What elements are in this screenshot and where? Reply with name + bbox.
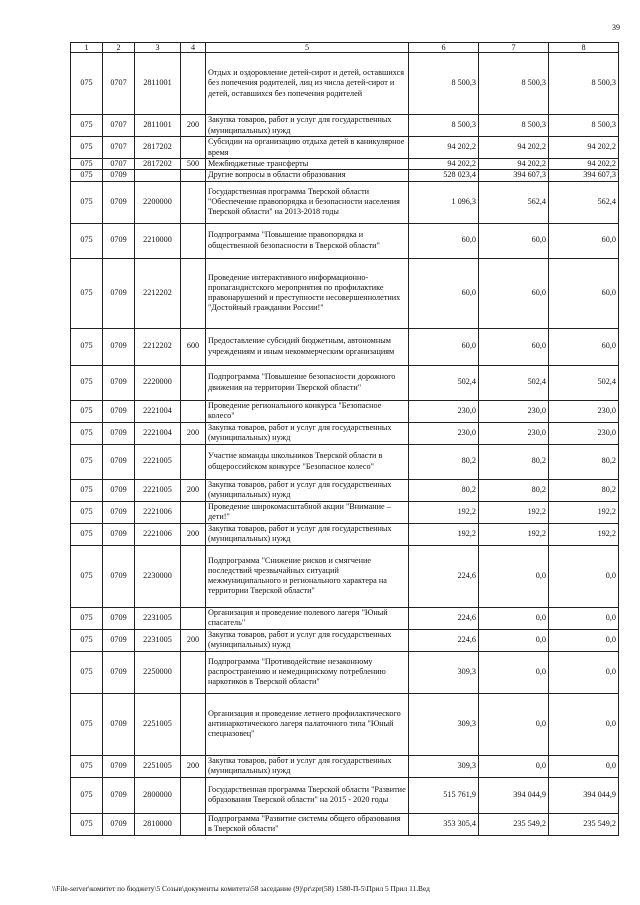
amount-2017-cell: 0,0 — [549, 693, 619, 755]
amount-2017-cell: 0,0 — [549, 651, 619, 693]
amount-2017-cell: 8 500,3 — [549, 115, 619, 137]
amount-2017-cell: 80,2 — [549, 479, 619, 501]
amount-2015-cell: 528 023,4 — [409, 170, 479, 181]
target-article-cell: 2221004 — [135, 400, 181, 422]
target-article-cell: 2231005 — [135, 607, 181, 629]
ministry-code-cell: 075 — [71, 170, 103, 181]
section-code-cell: 0709 — [103, 258, 135, 328]
amount-2017-cell: 562,4 — [549, 181, 619, 223]
table-row — [71, 223, 619, 258]
amount-2015-cell: 94 202,2 — [409, 159, 479, 170]
target-article-cell: 2811001 — [135, 115, 181, 137]
ministry-code-cell: 075 — [71, 693, 103, 755]
amount-2016-cell: 60,0 — [479, 328, 549, 365]
amount-2015-cell: 94 202,2 — [409, 137, 479, 159]
file-path-footer: \\File-server\комитет по бюджету\5 Созыв\документы комитета\58 заседание (9)\pr\zpr(58) 1580-П-5\Прил 5 Прил 11.Вед — [52, 884, 430, 893]
target-article-cell: 2817202 — [135, 137, 181, 159]
ministry-code-cell: 075 — [71, 501, 103, 523]
ministry-code-cell: 075 — [71, 53, 103, 115]
amount-2015-cell: 309,3 — [409, 755, 479, 777]
description-cell: Государственная программа Тверской области "Обеспечение правопорядка и безопасности населения Тверской области" на 2013-2018 годы — [206, 181, 409, 223]
amount-2017-cell: 192,2 — [549, 501, 619, 523]
amount-2015-cell: 60,0 — [409, 258, 479, 328]
section-code-cell: 0709 — [103, 523, 135, 545]
amount-2015-cell: 309,3 — [409, 693, 479, 755]
expense-type-cell — [181, 693, 206, 755]
description-cell: Субсидии на организацию отдыха детей в каникулярное время — [206, 137, 409, 159]
expense-type-cell: 200 — [181, 629, 206, 651]
description-cell: Подпрограмма "Противодействие незаконному распространению и немедицинскому потреблению наркотиков в Тверской области" — [206, 651, 409, 693]
section-code-cell: 0707 — [103, 115, 135, 137]
ministry-code-cell: 075 — [71, 444, 103, 479]
section-code-cell: 0707 — [103, 137, 135, 159]
table-row — [71, 523, 619, 545]
amount-2016-cell: 502,4 — [479, 365, 549, 400]
description-cell: Межбюджетные трансферты — [206, 159, 409, 170]
table-row — [71, 545, 619, 607]
amount-2016-cell: 60,0 — [479, 223, 549, 258]
amount-2017-cell: 230,0 — [549, 400, 619, 422]
description-cell: Проведение интерактивного информационно-пропагандистского мероприятия по профилактике правонарушений и преступности несовершеннолетних "Достойный граждании России!" — [206, 258, 409, 328]
amount-2017-cell: 235 549,2 — [549, 813, 619, 835]
table-row — [71, 400, 619, 422]
description-cell: Организация и проведение полевого лагеря "Юный спасатель" — [206, 607, 409, 629]
table-row — [71, 328, 619, 365]
expense-type-cell — [181, 545, 206, 607]
target-article-cell: 2212202 — [135, 258, 181, 328]
header-cell: 7 — [479, 43, 549, 53]
expense-type-cell: 200 — [181, 523, 206, 545]
amount-2016-cell: 80,2 — [479, 444, 549, 479]
expense-type-cell — [181, 258, 206, 328]
amount-2015-cell: 80,2 — [409, 479, 479, 501]
target-article-cell: 2230000 — [135, 545, 181, 607]
expense-type-cell — [181, 365, 206, 400]
amount-2016-cell: 0,0 — [479, 629, 549, 651]
target-article-cell: 2251005 — [135, 693, 181, 755]
amount-2016-cell: 0,0 — [479, 651, 549, 693]
section-code-cell: 0709 — [103, 501, 135, 523]
expense-type-cell — [181, 53, 206, 115]
section-code-cell: 0709 — [103, 223, 135, 258]
amount-2016-cell: 80,2 — [479, 479, 549, 501]
amount-2016-cell: 192,2 — [479, 501, 549, 523]
amount-2015-cell: 8 500,3 — [409, 115, 479, 137]
ministry-code-cell: 075 — [71, 328, 103, 365]
section-code-cell: 0709 — [103, 693, 135, 755]
ministry-code-cell: 075 — [71, 422, 103, 444]
header-cell: 5 — [206, 43, 409, 53]
table-row — [71, 159, 619, 170]
amount-2015-cell: 192,2 — [409, 501, 479, 523]
ministry-code-cell: 075 — [71, 607, 103, 629]
amount-2016-cell: 94 202,2 — [479, 137, 549, 159]
amount-2016-cell: 235 549,2 — [479, 813, 549, 835]
amount-2015-cell: 1 096,3 — [409, 181, 479, 223]
header-cell: 1 — [71, 43, 103, 53]
amount-2017-cell: 0,0 — [549, 629, 619, 651]
description-cell: Государственная программа Тверской области "Развитие образования Тверской области" на 2015 - 2020 годы — [206, 777, 409, 813]
description-cell: Закупка товаров, работ и услуг для государственных (муниципальных) нужд — [206, 629, 409, 651]
section-code-cell: 0709 — [103, 365, 135, 400]
ministry-code-cell: 075 — [71, 651, 103, 693]
ministry-code-cell: 075 — [71, 545, 103, 607]
table-row — [71, 137, 619, 159]
expense-type-cell — [181, 501, 206, 523]
amount-2015-cell: 60,0 — [409, 223, 479, 258]
description-cell: Подпрограмма "Развитие системы общего образования в Тверской области" — [206, 813, 409, 835]
section-code-cell: 0709 — [103, 545, 135, 607]
table-row — [71, 444, 619, 479]
amount-2015-cell: 502,4 — [409, 365, 479, 400]
ministry-code-cell: 075 — [71, 159, 103, 170]
expense-type-cell — [181, 170, 206, 181]
expense-type-cell — [181, 444, 206, 479]
description-cell: Отдых и оздоровление детей-сирот и детей, оставшихся без попечения родителей, лиц из числа детей-сирот и детей, оставшихся без попечения родителей — [206, 53, 409, 115]
ministry-code-cell: 075 — [71, 137, 103, 159]
target-article-cell: 2817202 — [135, 159, 181, 170]
amount-2016-cell: 0,0 — [479, 755, 549, 777]
amount-2016-cell: 230,0 — [479, 400, 549, 422]
table-row — [71, 607, 619, 629]
table-row — [71, 115, 619, 137]
target-article-cell: 2221005 — [135, 479, 181, 501]
amount-2015-cell: 224,6 — [409, 607, 479, 629]
description-cell: Закупка товаров, работ и услуг для государственных (муниципальных) нужд — [206, 422, 409, 444]
section-code-cell: 0707 — [103, 53, 135, 115]
expense-type-cell: 500 — [181, 159, 206, 170]
amount-2015-cell: 515 761,9 — [409, 777, 479, 813]
amount-2016-cell: 0,0 — [479, 545, 549, 607]
amount-2016-cell: 192,2 — [479, 523, 549, 545]
target-article-cell — [135, 170, 181, 181]
ministry-code-cell: 075 — [71, 479, 103, 501]
section-code-cell: 0709 — [103, 170, 135, 181]
amount-2016-cell: 8 500,3 — [479, 53, 549, 115]
amount-2017-cell: 60,0 — [549, 328, 619, 365]
amount-2017-cell: 8 500,3 — [549, 53, 619, 115]
ministry-code-cell: 075 — [71, 365, 103, 400]
section-code-cell: 0709 — [103, 400, 135, 422]
section-code-cell: 0709 — [103, 181, 135, 223]
amount-2015-cell: 230,0 — [409, 422, 479, 444]
section-code-cell: 0709 — [103, 607, 135, 629]
description-cell: Проведение широкомасштабной акции "Внимание – дети!" — [206, 501, 409, 523]
expense-type-cell: 200 — [181, 479, 206, 501]
expense-type-cell: 200 — [181, 422, 206, 444]
target-article-cell: 2810000 — [135, 813, 181, 835]
amount-2016-cell: 394 044,9 — [479, 777, 549, 813]
target-article-cell: 2221004 — [135, 422, 181, 444]
ministry-code-cell: 075 — [71, 400, 103, 422]
description-cell: Другие вопросы в области образования — [206, 170, 409, 181]
amount-2015-cell: 353 305,4 — [409, 813, 479, 835]
section-code-cell: 0709 — [103, 651, 135, 693]
expense-type-cell: 600 — [181, 328, 206, 365]
target-article-cell: 2251005 — [135, 755, 181, 777]
description-cell: Участие команды школьников Тверской области в общероссийском конкурсе "Безопасное колесо" — [206, 444, 409, 479]
header-cell: 6 — [409, 43, 479, 53]
section-code-cell: 0709 — [103, 422, 135, 444]
section-code-cell: 0709 — [103, 777, 135, 813]
table-row — [71, 501, 619, 523]
ministry-code-cell: 075 — [71, 629, 103, 651]
amount-2017-cell: 60,0 — [549, 258, 619, 328]
expense-type-cell: 200 — [181, 755, 206, 777]
description-cell: Организация и проведение летнего профилактического антинаркотического лагеря палаточного типа "Юный спецназовец" — [206, 693, 409, 755]
ministry-code-cell: 075 — [71, 777, 103, 813]
expense-type-cell — [181, 137, 206, 159]
table-row — [71, 365, 619, 400]
ministry-code-cell: 075 — [71, 181, 103, 223]
table-row — [71, 53, 619, 115]
amount-2015-cell: 192,2 — [409, 523, 479, 545]
section-code-cell: 0709 — [103, 328, 135, 365]
header-cell: 8 — [549, 43, 619, 53]
amount-2017-cell: 502,4 — [549, 365, 619, 400]
target-article-cell: 2231005 — [135, 629, 181, 651]
amount-2017-cell: 0,0 — [549, 755, 619, 777]
amount-2016-cell: 8 500,3 — [479, 115, 549, 137]
table-row — [71, 777, 619, 813]
header-cell: 3 — [135, 43, 181, 53]
target-article-cell: 2221006 — [135, 501, 181, 523]
expense-type-cell — [181, 181, 206, 223]
section-code-cell: 0709 — [103, 444, 135, 479]
section-code-cell: 0707 — [103, 159, 135, 170]
table-header-row — [71, 43, 619, 53]
target-article-cell: 2800000 — [135, 777, 181, 813]
expense-type-cell — [181, 651, 206, 693]
table-row — [71, 181, 619, 223]
amount-2017-cell: 94 202,2 — [549, 137, 619, 159]
ministry-code-cell: 075 — [71, 223, 103, 258]
table-row — [71, 693, 619, 755]
expense-type-cell — [181, 223, 206, 258]
section-code-cell: 0709 — [103, 813, 135, 835]
amount-2015-cell: 8 500,3 — [409, 53, 479, 115]
expense-type-cell — [181, 777, 206, 813]
target-article-cell: 2250000 — [135, 651, 181, 693]
section-code-cell: 0709 — [103, 629, 135, 651]
amount-2017-cell: 394 607,3 — [549, 170, 619, 181]
table-row — [71, 629, 619, 651]
section-code-cell: 0709 — [103, 755, 135, 777]
amount-2017-cell: 394 044,9 — [549, 777, 619, 813]
amount-2015-cell: 224,6 — [409, 545, 479, 607]
amount-2017-cell: 0,0 — [549, 545, 619, 607]
ministry-code-cell: 075 — [71, 813, 103, 835]
expense-type-cell — [181, 400, 206, 422]
expense-type-cell — [181, 813, 206, 835]
amount-2016-cell: 0,0 — [479, 693, 549, 755]
table-row — [71, 479, 619, 501]
amount-2015-cell: 230,0 — [409, 400, 479, 422]
ministry-code-cell: 075 — [71, 523, 103, 545]
amount-2016-cell: 562,4 — [479, 181, 549, 223]
budget-table — [70, 42, 619, 836]
amount-2015-cell: 60,0 — [409, 328, 479, 365]
description-cell: Закупка товаров, работ и услуг для государственных (муниципальных) нужд — [206, 115, 409, 137]
amount-2017-cell: 0,0 — [549, 607, 619, 629]
target-article-cell: 2210000 — [135, 223, 181, 258]
amount-2015-cell: 224,6 — [409, 629, 479, 651]
amount-2016-cell: 60,0 — [479, 258, 549, 328]
amount-2015-cell: 309,3 — [409, 651, 479, 693]
amount-2017-cell: 192,2 — [549, 523, 619, 545]
table-row — [71, 651, 619, 693]
amount-2016-cell: 0,0 — [479, 607, 549, 629]
amount-2017-cell: 60,0 — [549, 223, 619, 258]
target-article-cell: 2220000 — [135, 365, 181, 400]
target-article-cell: 2212202 — [135, 328, 181, 365]
amount-2017-cell: 94 202,2 — [549, 159, 619, 170]
description-cell: Подпрограмма "Повышение безопасности дорожного движения на территории Тверской области" — [206, 365, 409, 400]
header-cell: 4 — [181, 43, 206, 53]
amount-2015-cell: 80,2 — [409, 444, 479, 479]
table-row — [71, 422, 619, 444]
table-row — [71, 755, 619, 777]
expense-type-cell: 200 — [181, 115, 206, 137]
section-code-cell: 0709 — [103, 479, 135, 501]
table-row — [71, 170, 619, 181]
ministry-code-cell: 075 — [71, 258, 103, 328]
header-cell: 2 — [103, 43, 135, 53]
amount-2016-cell: 94 202,2 — [479, 159, 549, 170]
amount-2016-cell: 230,0 — [479, 422, 549, 444]
target-article-cell: 2221006 — [135, 523, 181, 545]
ministry-code-cell: 075 — [71, 755, 103, 777]
target-article-cell: 2200000 — [135, 181, 181, 223]
description-cell: Закупка товаров, работ и услуг для государственных (муниципальных) нужд — [206, 523, 409, 545]
page-number: 39 — [612, 23, 620, 32]
description-cell: Закупка товаров, работ и услуг для государственных (муниципальных) нужд — [206, 755, 409, 777]
expense-type-cell — [181, 607, 206, 629]
target-article-cell: 2221005 — [135, 444, 181, 479]
table-row — [71, 258, 619, 328]
description-cell: Предоставление субсидий бюджетным, автономным учреждениям и иным некоммерческим организациям — [206, 328, 409, 365]
amount-2017-cell: 230,0 — [549, 422, 619, 444]
amount-2017-cell: 80,2 — [549, 444, 619, 479]
table-row — [71, 813, 619, 835]
amount-2016-cell: 394 607,3 — [479, 170, 549, 181]
description-cell: Подпрограмма "Снижение рисков и смягчение последствий чрезвычайных ситуаций межмуниципального и регионального характера на территории Тверской области" — [206, 545, 409, 607]
description-cell: Подпрограмма "Повышение правопорядка и общественной безопасности в Тверской области" — [206, 223, 409, 258]
description-cell: Закупка товаров, работ и услуг для государственных (муниципальных) нужд — [206, 479, 409, 501]
description-cell: Проведение регионального конкурса "Безопасное колесо" — [206, 400, 409, 422]
ministry-code-cell: 075 — [71, 115, 103, 137]
target-article-cell: 2811001 — [135, 53, 181, 115]
